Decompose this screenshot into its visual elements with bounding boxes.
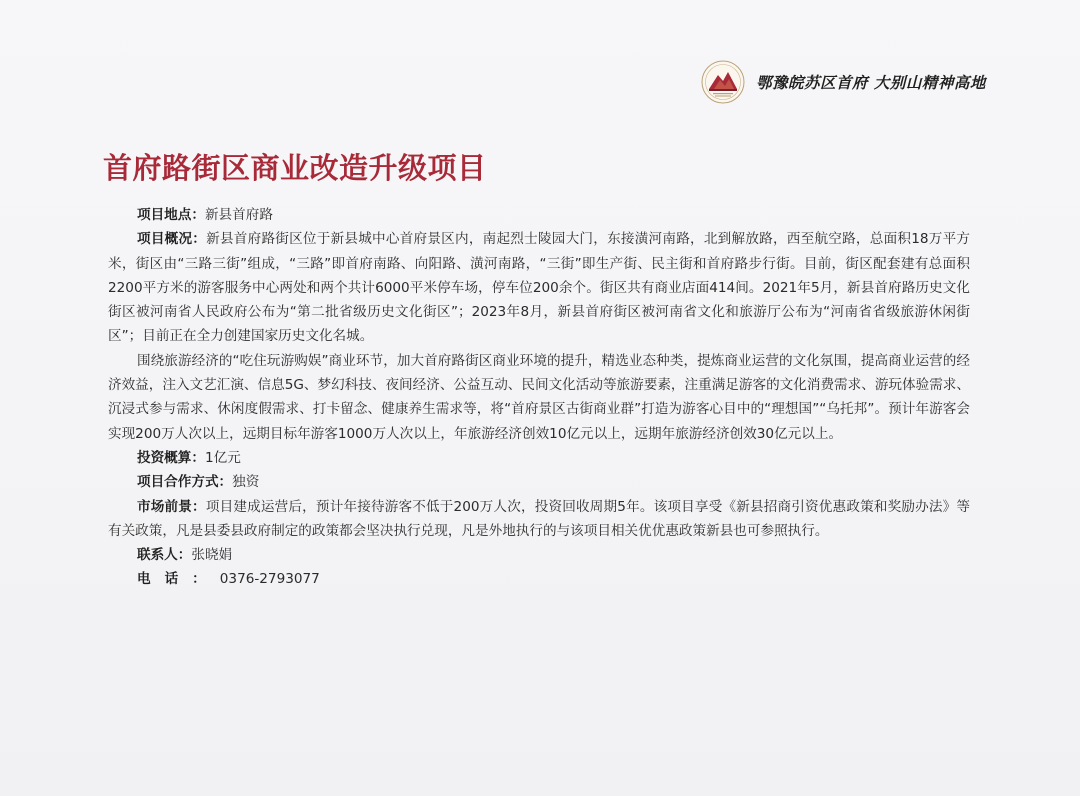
overview-text: 新县首府路街区位于新县城中心首府景区内，南起烈士陵园大门，东接潢河南路，北到解放路，西至航空路，总面积18万平方米，街区由“三路三街”组成，“三路”即首府南路、向阳路、潢河南路，“三街”即生产街、民主街和首府路步行街。目前，街区配套建有总面积2200平方米的游客服务中心两处和两个共计6000平米停车场，停车位200余个。街区共有商业店面414间。2021年5月，新县首府路历史文化街区被河南省人民政府公布为“第二批省级历史文化街区”；2023年8月，新县首府街区被河南省文化和旅游厅公布为“河南省省级旅游休闲街区”；目前正在全力创建国家历史文化名城。 [108,231,971,345]
market-text: 项目建成运营后，预计年接待游客不低于200万人次，投资回收周期5年。该项目享受《新县招商引资优惠政策和奖励办法》等有关政策，凡是县委县政府制定的政策都会坚决执行兑现，凡是外地执行的与该项目相关优优惠政策新县也可参照执行。 [108,498,971,539]
investment-label: 投资概算： [137,449,205,466]
overview-label: 项目概况： [137,231,207,248]
location-row [108,203,970,227]
phone-row [108,567,970,591]
market-paragraph [108,495,970,544]
investment-row [108,446,970,470]
overview-paragraph-2: 围绕旅游经济的“吃住玩游购娱”商业环节，加大首府路街区商业环境的提升，精选业态种类，提炼商业运营的文化氛围，提高商业运营的经济效益，注入文艺汇演、信息5G、梦幻科技、夜间经济、公益互动、民间文化活动等旅游要素，注重满足游客的文化消费需求、游玩体验需求、沉浸式参与需求、休闲度假需求、打卡留念、健康养生需求等，将“首府景区古街商业群”打造为游客心目中的“理想国”“乌托邦”。预计年游客会实现200万人次以上，远期目标年游客1000万人次以上，年旅游经济创效10亿元以上，远期年旅游经济创效30亿元以上。 [108,352,970,442]
investment-value: 1亿元 [204,449,241,466]
cooperation-value: 独资 [232,474,260,491]
phone-value: 0376-2793077 [219,571,320,588]
location-value: 新县首府路 [204,207,273,223]
phone-label: 电话： [137,571,220,588]
mountain-emblem-icon [700,59,746,105]
overview-paragraph [108,227,970,348]
market-label: 市场前景： [137,498,206,515]
brand-slogan: 鄂豫皖苏区首府 大别山精神高地 [756,73,986,92]
contact-label: 联系人： [137,547,192,564]
cooperation-row [108,470,970,494]
project-content [108,203,970,592]
cooperation-label: 项目合作方式： [137,474,233,491]
contact-value: 张晓娟 [191,547,233,564]
page-title: 首府路街区商业改造升级项目 [103,151,487,185]
contact-row [108,543,970,567]
brand-header [700,56,1040,108]
location-label: 项目地点： [137,207,205,223]
